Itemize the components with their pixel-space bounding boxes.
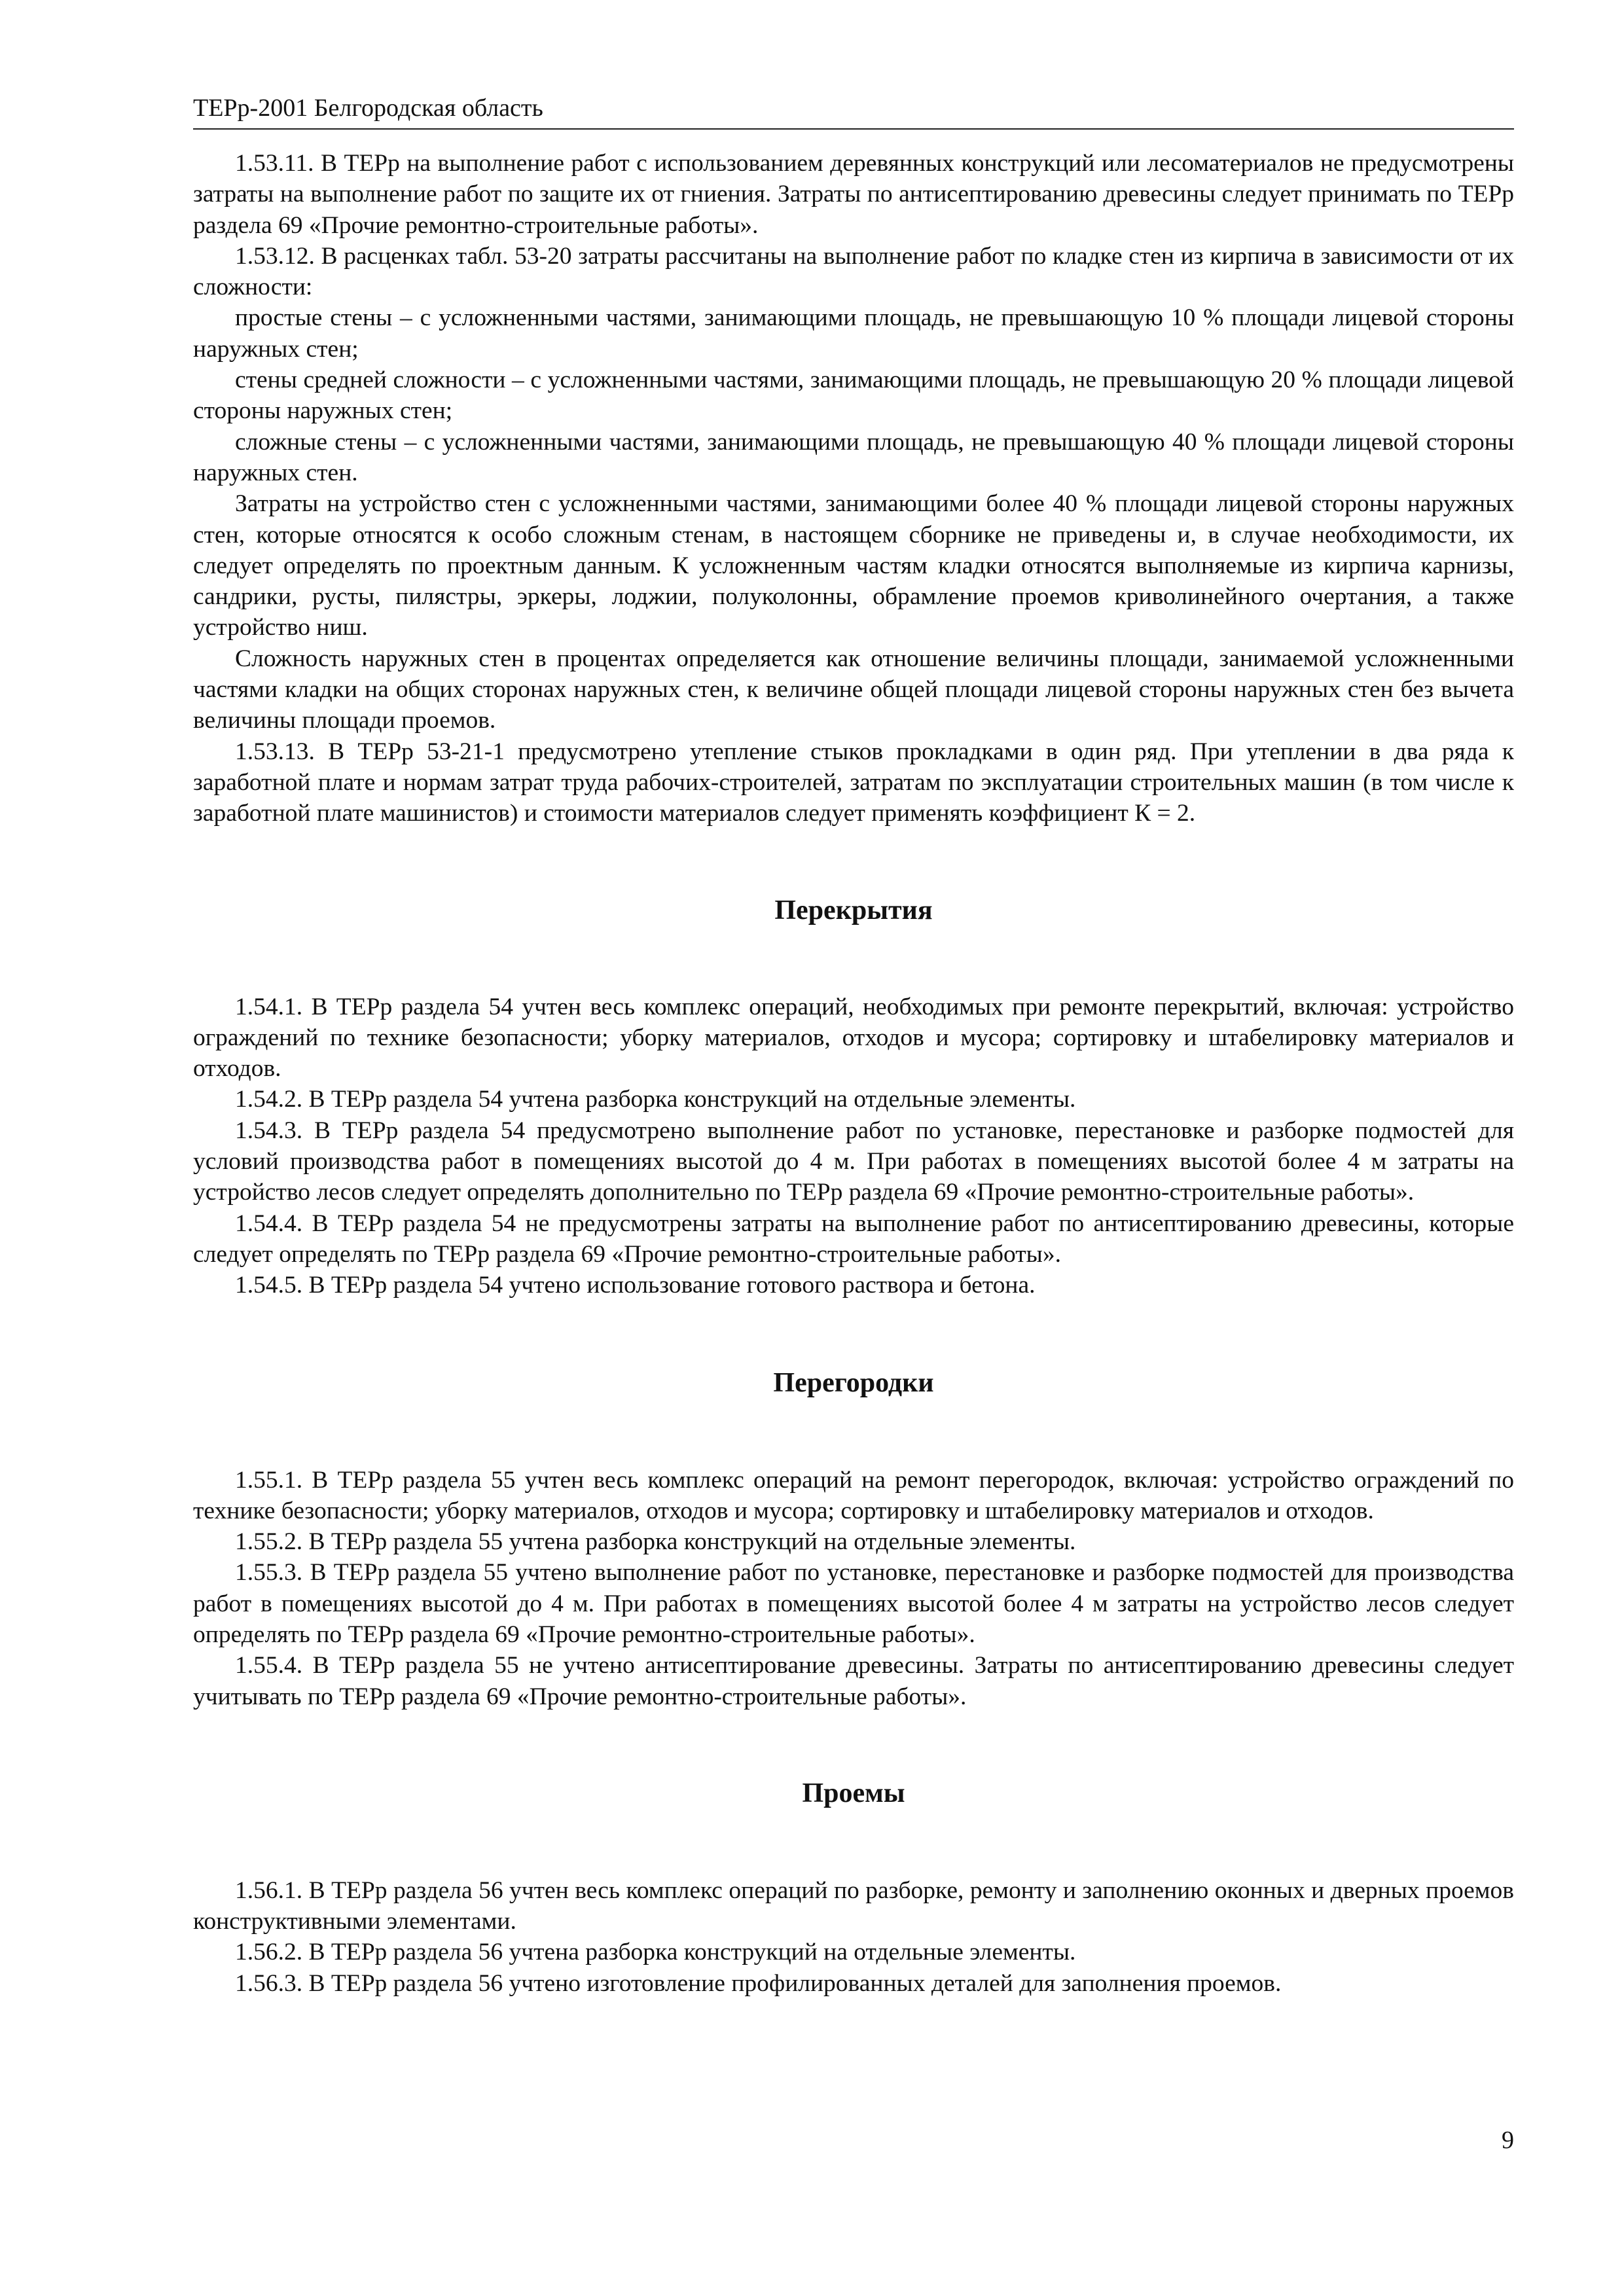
section-53-text [193, 148, 1514, 829]
paragraph-1-54-4: 1.54.4. В ТЕРр раздела 54 не предусмотрены затраты на выполнение работ по антисептированию древесины, которые следует определять по ТЕРр раздела 69 «Прочие ремонтно-строительные работы». [193, 1210, 1514, 1268]
section-54-text [193, 992, 1514, 1301]
paragraph-1-53-12: 1.53.12. В расценках табл. 53-20 затраты рассчитаны на выполнение работ по кладке стен из кирпича в зависимости от их сложности: [193, 242, 1514, 301]
paragraph-1-54-3: 1.54.3. В ТЕРр раздела 54 предусмотрено выполнение работ по установке, перестановке и разборке подмостей для условий производства работ в помещениях высотой до 4 м. При работах в помещениях высотой более 4 м затраты на устройство лесов следует определять дополнительно по ТЕРр раздела 69 «Прочие ремонтно-строительные работы». [193, 1117, 1514, 1206]
paragraph-1-55-3: 1.55.3. В ТЕРр раздела 55 учтено выполнение работ по установке, перестановке и разборке подмостей для производства работ в помещениях высотой до 4 м. При работах в помещениях высотой более 4 м затраты на устройство лесов следует определять по ТЕРр раздела 69 «Прочие ремонтно-строительные работы». [193, 1559, 1514, 1648]
section-56-text [193, 1875, 1514, 1999]
paragraph-1-53-13: 1.53.13. В ТЕРр 53-21-1 предусмотрено утепление стыков прокладками в один ряд. При утеплении в два ряда к заработной плате и нормам затрат труда рабочих-строителей, затратам по эксплуатации строительных машин (в том числе к заработной плате машинистов) и стоимости материалов следует применять коэффициент К = 2. [193, 738, 1514, 827]
paragraph-1-54-2: 1.54.2. В ТЕРр раздела 54 учтена разборка конструкций на отдельные элементы. [235, 1086, 1076, 1113]
paragraph-1-55-1: 1.55.1. В ТЕРр раздела 55 учтен весь комплекс операций на ремонт перегородок, включая: устройство ограждений по технике безопасности; уборку материалов, отходов и мусора; сортировку и штабелировку материалов и отходов. [193, 1466, 1514, 1524]
paragraph-1-55-4: 1.55.4. В ТЕРр раздела 55 не учтено антисептирование древесины. Затраты по антисептированию древесины следует учитывать по ТЕРр раздела 69 «Прочие ремонтно-строительные работы». [193, 1652, 1514, 1710]
section-heading-peregorodki: Перегородки [773, 1367, 934, 1398]
paragraph-1-55-2: 1.55.2. В ТЕРр раздела 55 учтена разборка конструкций на отдельные элементы. [235, 1528, 1076, 1556]
paragraph-1-54-1: 1.54.1. В ТЕРр раздела 54 учтен весь комплекс операций, необходимых при ремонте перекрытий, включая: устройство ограждений по технике безопасности; уборку материалов, отходов и мусора; сортировку и штабелировку материалов и отходов. [193, 993, 1514, 1083]
page-number: 9 [1502, 2126, 1514, 2154]
list-item-simple-walls: простые стены – с усложненными частями, занимающими площадь, не превышающую 10 % площади лицевой стороны наружных стен; [193, 304, 1514, 363]
document-page [193, 92, 1514, 1999]
paragraph-wall-complexity: Сложность наружных стен в процентах определяется как отношение величины площади, занимаемой усложненными частями кладки на общих сторонах наружных стен, к величине общей площади лицевой стороны наружных стен без вычета величины площади проемов. [193, 645, 1514, 734]
paragraph-1-56-3: 1.56.3. В ТЕРр раздела 56 учтено изготовление профилированных деталей для заполнения проемов. [235, 1969, 1282, 1997]
paragraph-1-56-1: 1.56.1. В ТЕРр раздела 56 учтен весь комплекс операций по разборке, ремонту и заполнению оконных и дверных проемов конструктивными элементами. [193, 1876, 1514, 1935]
paragraph-1-54-5: 1.54.5. В ТЕРр раздела 54 учтено использование готового раствора и бетона. [235, 1272, 1036, 1299]
paragraph-complex-walls-costs: Затраты на устройство стен с усложненными частями, занимающими более 40 % площади лицевой стороны наружных стен, которые относятся к особо сложным стенам, в настоящем сборнике не приведены и, в случае необходимости, их следует определять по проектным данным. К усложненным частям кладки относятся выполняемые из кирпича карнизы, сандрики, русты, пилястры, эркеры, лоджии, полуколонны, обрамление проемов криволинейного очертания, а также устройство ниш. [193, 490, 1514, 641]
list-item-medium-walls: стены средней сложности – с усложненными частями, занимающими площадь, не превышающую 20 % площади лицевой стороны наружных стен; [193, 367, 1514, 425]
section-heading-proemy: Проемы [802, 1778, 905, 1808]
paragraph-1-53-11: 1.53.11. В ТЕРр на выполнение работ с использованием деревянных конструкций или лесоматериалов не предусмотрены затраты на выполнение работ по защите их от гниения. Затраты по антисептированию древесины следует принимать по ТЕРр раздела 69 «Прочие ремонтно-строительные работы». [193, 150, 1514, 239]
paragraph-1-56-2: 1.56.2. В ТЕРр раздела 56 учтена разборка конструкций на отдельные элементы. [235, 1939, 1076, 1966]
section-55-text [193, 1465, 1514, 1712]
list-item-complex-walls: сложные стены – с усложненными частями, занимающими площадь, не превышающую 40 % площади лицевой стороны наружных стен. [193, 428, 1514, 486]
section-heading-perekrytiya: Перекрытия [774, 895, 933, 925]
running-header: ТЕРр-2001 Белгородская область [193, 92, 1514, 130]
